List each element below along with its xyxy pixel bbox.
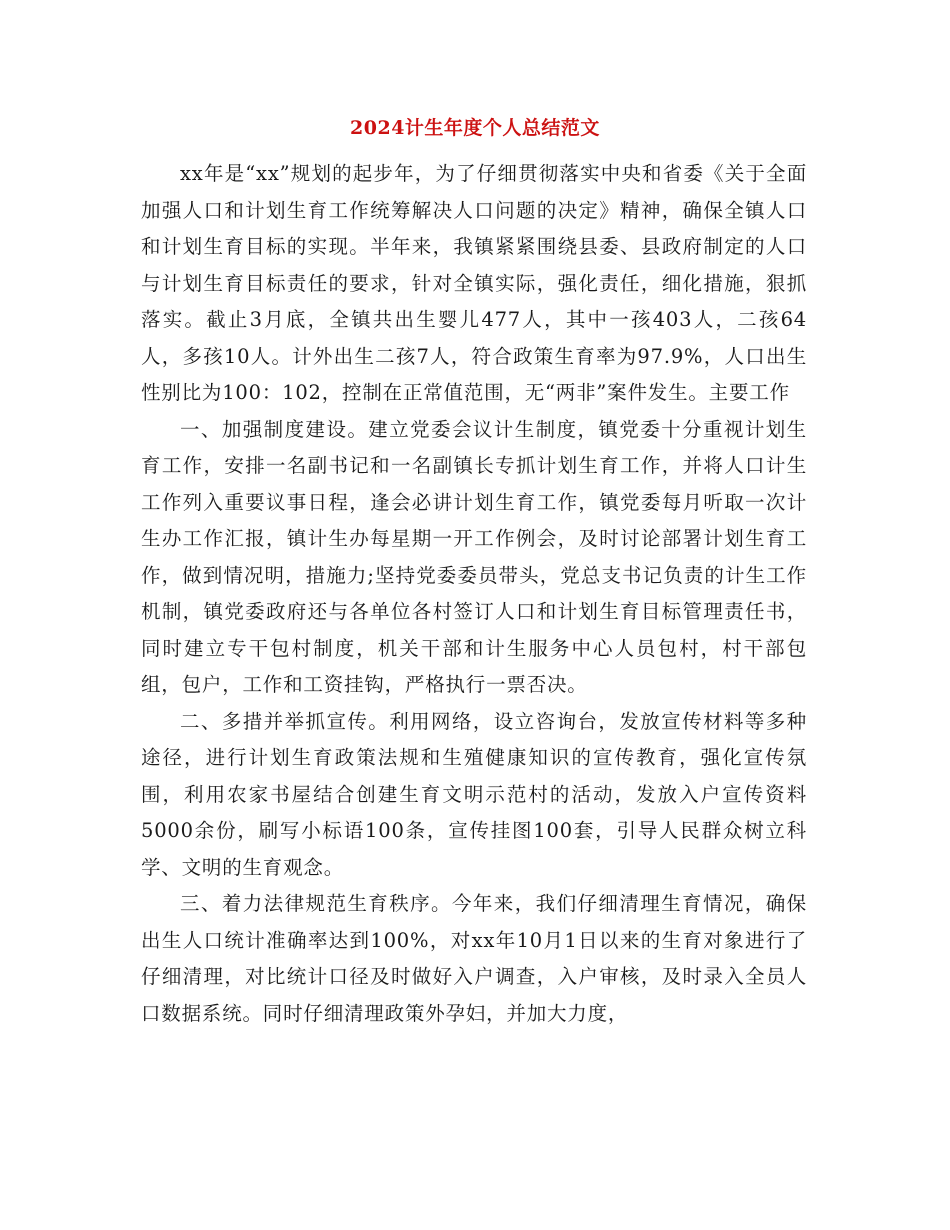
document-body: [141, 156, 807, 1032]
document-title: 2024计生年度个人总结范文: [350, 117, 600, 139]
paragraph-section-1: 一、加强制度建设。建立党委会议计生制度，镇党委十分重视计划生育工作，安排一名副书记和一名副镇长专抓计划生育工作，并将人口计生工作列入重要议事日程，逢会必讲计划生育工作，镇党委每月听取一次计生办工作汇报，镇计生办每星期一开工作例会，及时讨论部署计划生育工作，做到情况明，措施力;坚持党委委员带头，党总支书记负责的计生工作机制，镇党委政府还与各单位各村签订人口和计划生育目标管理责任书，同时建立专干包村制度，机关干部和计生服务中心人员包村，村干部包组，包户，工作和工资挂钩，严格执行一票否决。: [141, 417, 807, 696]
paragraph-section-2: 二、多措并举抓宣传。利用网络，设立咨询台，发放宣传材料等多种途径，进行计划生育政策法规和生殖健康知识的宣传教育，强化宣传氛围，利用农家书屋结合创建生育文明示范村的活动，发放入户宣传资料5000余份，刷写小标语100条，宣传挂图100套，引导人民群众树立科学、文明的生育观念。: [141, 709, 807, 879]
paragraph-intro: xx年是“xx”规划的起步年，为了仔细贯彻落实中央和省委《关于全面加强人口和计划生育工作统筹解决人口问题的决定》精神，确保全镇人口和计划生育目标的实现。半年来，我镇紧紧围绕县委、县政府制定的人口与计划生育目标责任的要求，针对全镇实际，强化责任，细化措施，狠抓落实。截止3月底，全镇共出生婴儿477人，其中一孩403人，二孩64人，多孩10人。计外出生二孩7人，符合政策生育率为97.9%，人口出生性别比为100：102，控制在正常值范围，无“两非”案件发生。主要工作: [141, 162, 807, 404]
paragraph-section-3: 三、着力法律规范生育秩序。今年来，我们仔细清理生育情况，确保出生人口统计准确率达到100%，对xx年10月1日以来的生育对象进行了仔细清理，对比统计口径及时做好入户调查，入户审核，及时录入全员人口数据系统。同时仔细清理政策外孕妇，并加大力度，: [141, 892, 807, 1025]
